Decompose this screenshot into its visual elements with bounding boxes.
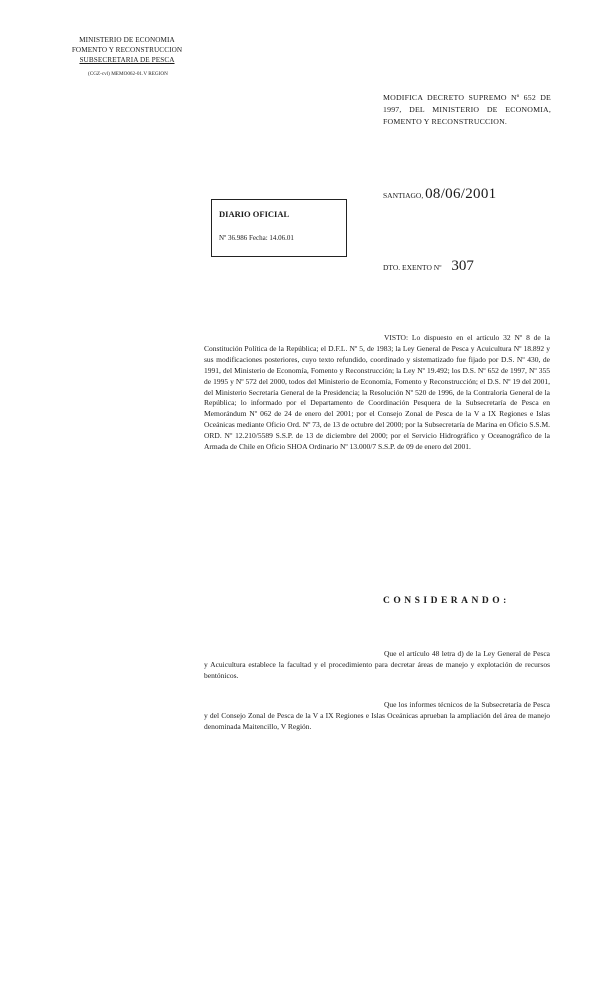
ministry-header — [52, 35, 202, 65]
ministry-name-line1: MINISTERIO DE ECONOMIA — [79, 36, 175, 44]
diario-oficial-box — [211, 199, 347, 257]
date-line — [383, 186, 496, 203]
memo-reference: (CGZ-cvl) MEMO062-01.V REGION — [88, 71, 168, 77]
ministry-name-line2: FOMENTO Y RECONSTRUCCION — [71, 46, 183, 54]
decree-subject: MODIFICA DECRETO SUPREMO Nº 652 DE 1997, DEL MINISTERIO DE ECONOMIA, FOMENTO Y RECONSTRUCCION. — [383, 93, 551, 126]
date-value: 08/06/2001 — [425, 186, 497, 202]
subsecretaria-name: SUBSECRETARIA DE PESCA — [79, 56, 175, 64]
visto-paragraph: VISTO: Lo dispuesto en el artículo 32 Nº 8 de la Constitución Política de la República; el D.F.L. Nº 5, de 1983; la Ley General de Pesca y Acuicultura Nº 18.892 y sus modificaciones posteriores, cuyo texto refundido, coordinado y sistematizado fue fijado por D.S. Nº 430, de 1991, del Ministerio de Economía, Fomento y Reconstrucción; la Ley Nº 19.492; los D.S. Nº 652 de 1997, Nº 355 de 1995 y Nº 572 del 2000, todos del Ministerio de Economía, Fomento y Reconstrucción; el D.S. Nº 19 del 2001, del Ministerio Secretaría General de la Presidencia; la Resolución Nº 520 de 1996, de la Contraloría General de la República; lo informado por el Departamento de Coordinación Pesquera de la Subsecretaría de Pesca en Memorándum Nº 062 de 24 de enero del 2001; por el Consejo Zonal de Pesca de la V a IX Regiones e Islas Oceánicas mediante Oficio Ord. Nº 73, de 13 de octubre del 2000; por la Subsecretaría de Marina en Oficio S.S.M. ORD. Nº 12.210/5589 S.S.P. de 13 de diciembre del 2000; por el Servicio Hidrográfico y Oceanográfico de la Armada de Chile en Oficio SHOA Ordinario Nº 13.000/7 S.S.P. de 09 de enero del 2001. — [204, 333, 550, 452]
diario-oficial-title: DIARIO OFICIAL — [219, 209, 290, 219]
considerando-heading: CONSIDERANDO: — [383, 596, 510, 606]
diario-oficial-number: Nº 36.986 Fecha: 14.06.01 — [219, 234, 294, 242]
considerando-paragraph-2: Que los informes técnicos de la Subsecretaría de Pesca y del Consejo Zonal de Pesca de la V a IX Regiones e Islas Oceánicas aprueban la ampliación del área de manejo denominada Maitencillo, V Región. — [204, 700, 550, 731]
considerando-paragraph-1: Que el artículo 48 letra d) de la Ley General de Pesca y Acuicultura establece la facultad y el procedimiento para decretar áreas de manejo y explotación de recursos bentónicos. — [204, 649, 550, 680]
date-place: SANTIAGO, — [383, 191, 424, 200]
decree-number-line — [383, 258, 474, 275]
decree-number: 307 — [451, 258, 474, 274]
decree-label: DTO. EXENTO Nº — [383, 263, 442, 272]
